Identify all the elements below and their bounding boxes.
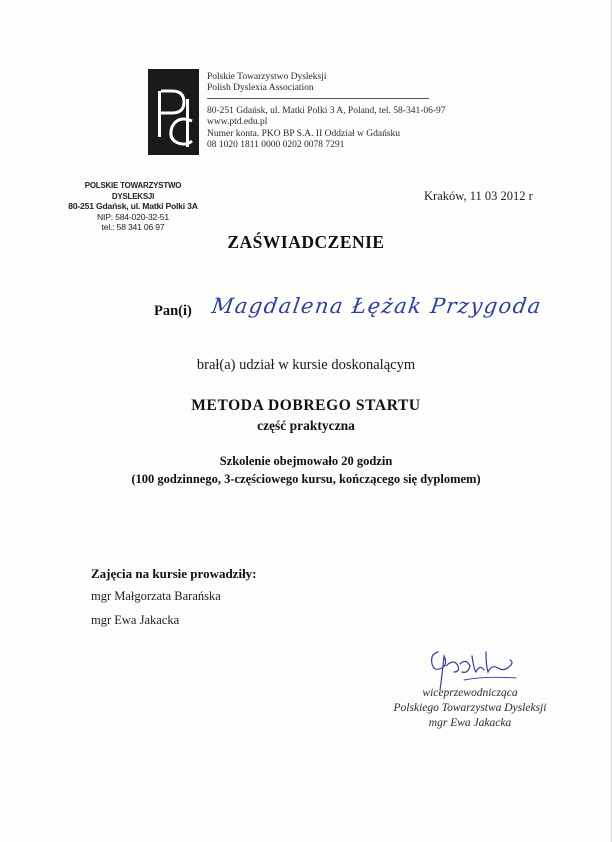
org-name-en: Polish Dyslexia Association — [207, 83, 314, 94]
ptd-logo-mark — [148, 69, 199, 155]
course-part: część praktyczna — [257, 418, 355, 433]
organization-stamp — [58, 180, 208, 233]
org-name-pl: Polskie Towarzystwo Dysleksji — [207, 72, 327, 82]
hours-summary: Szkolenie obejmowało 20 godzin — [219, 454, 393, 468]
document-title: ZAŚWIADCZENIE — [227, 232, 385, 252]
recipient-label: Pan(i) — [154, 303, 192, 319]
stamp-line: 80-251 Gdańsk, ul. Matki Polki 3A — [68, 201, 198, 211]
participation-text: brał(a) udział w kursie doskonalącym — [196, 357, 416, 373]
stamp-line: NIP: 584-020-32-51 — [97, 211, 169, 222]
signatory-organization: Polskiego Towarzystwa Dysleksji — [393, 702, 547, 714]
instructors-heading: Zajęcia na kursie prowadziły: — [91, 566, 257, 581]
issue-date: Kraków, 11 03 2012 r — [424, 189, 533, 203]
recipient-name: Magdalena Łężak Przygoda — [210, 294, 544, 318]
org-name-block — [207, 72, 327, 94]
signatory-name: mgr Ewa Jakacka — [428, 717, 512, 729]
instructor-name: mgr Ewa Jakacka — [91, 613, 180, 627]
instructor-name: mgr Małgorzata Barańska — [91, 589, 221, 603]
letterhead-divider — [207, 98, 429, 99]
signatory-block — [350, 686, 590, 731]
hours-detail: (100 godzinnego, 3-częściowego kursu, kończącego się dyplomem) — [131, 472, 481, 486]
org-address-block — [207, 106, 446, 151]
stamp-line: tel.: 58 341 06 97 — [101, 222, 165, 232]
stamp-line: POLSKIE TOWARZYSTWO DYSLEKSJI — [84, 180, 182, 201]
org-address: 80-251 Gdańsk, ul. Matki Polki 3 A, Poland, tel. 58-341-06-97 — [207, 106, 446, 116]
org-website: www.ptd.edu.pl — [207, 117, 268, 128]
account-number: 08 1020 1811 0000 0202 0078 7291 — [207, 139, 345, 150]
account-label: Numer konta. PKO BP S.A. II Oddział w Gdańsku — [207, 128, 401, 139]
ptd-logo — [148, 69, 199, 155]
course-name: METODA DOBREGO STARTU — [191, 397, 421, 414]
signatory-role: wiceprzewodnicząca — [422, 687, 518, 699]
